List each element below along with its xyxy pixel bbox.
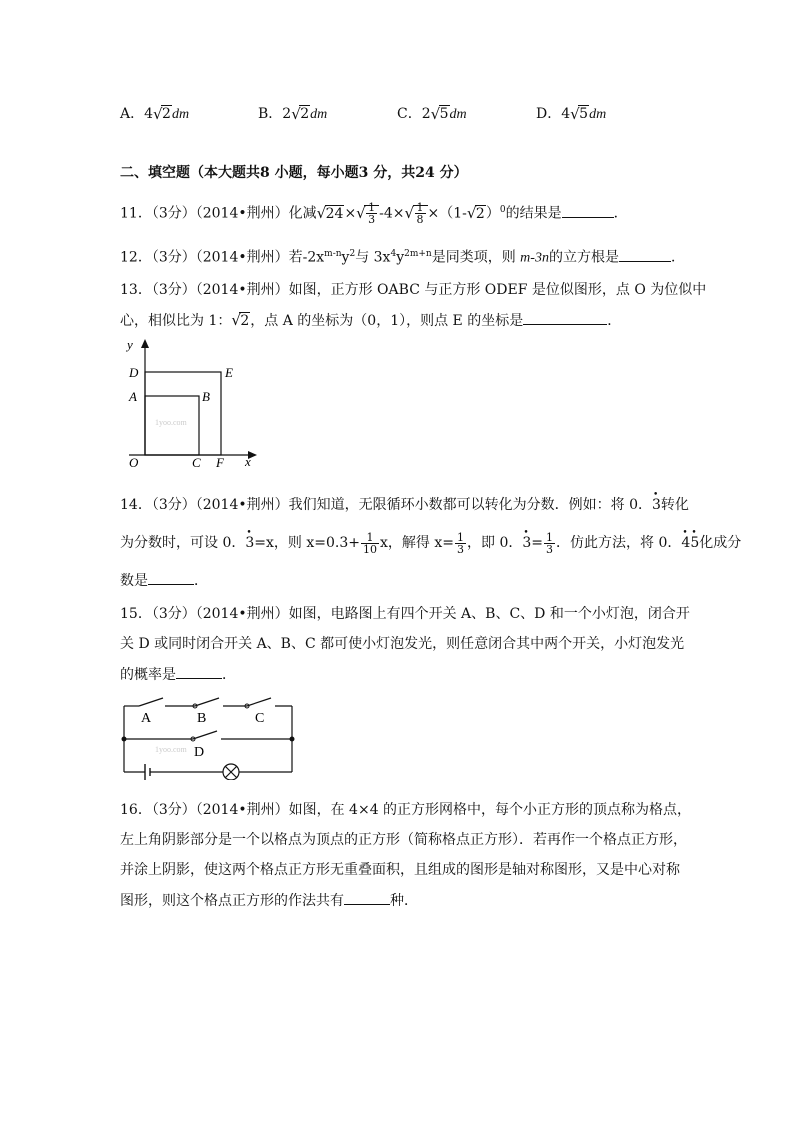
question-16-line1: 16．（3分）（2014•荆州）如图，在 4×4 的正方形网格中，每个小正方形的顶点称为格点， (120, 802, 692, 818)
point-a-label: A (129, 389, 137, 404)
watermark: 1yoo.com (155, 418, 187, 427)
switch-b-label: B (197, 711, 207, 726)
question-16-line3: 并涂上阴影，使这两个格点正方形无重叠面积，且组成的图形是轴对称图形，又是中心对称 (120, 862, 680, 878)
answer-blank (562, 203, 614, 218)
answer-blank (619, 247, 671, 262)
question-13-line1: 13．（3分）（2014•荆州）如图，正方形 OABC 与正方形 ODEF 是位似图形，点 O 为位似中 (120, 282, 707, 298)
q10-option-c: C．2 √ 5dm (397, 105, 467, 123)
question-14-line3: 数是 ． (120, 570, 208, 591)
sqrt: √ 2 (291, 105, 310, 123)
q15-circuit-diagram (115, 692, 300, 780)
y-axis-label: y (127, 337, 133, 352)
point-b-label: B (202, 389, 210, 404)
answer-blank (148, 570, 194, 585)
sqrt: √ 5 (570, 105, 589, 123)
question-15-line1: 15．（3分）（2014•荆州）如图，电路图上有四个开关 A、B、C、D 和一个小灯泡，闭合开 (120, 606, 690, 622)
point-d-label: D (129, 365, 139, 380)
answer-blank (523, 310, 607, 325)
switch-d-label: D (194, 745, 205, 760)
point-c-label: C (192, 455, 201, 470)
origin-label: O (129, 455, 139, 470)
question-15-line2: 关 D 或同时闭合开关 A、B、C 都可使小灯泡发光，则任意闭合其中两个开关，小灯泡发光 (120, 636, 685, 652)
sqrt: √ 2 (153, 105, 171, 123)
switch-c-label: C (255, 711, 265, 726)
q10-option-a: A．4 √ 2dm (120, 105, 190, 123)
point-f-label: F (216, 455, 224, 470)
answer-blank (344, 890, 390, 905)
section-heading: 二、填空题（本大题共8 小题，每小题3 分，共24 分） (120, 165, 468, 181)
question-16-line4: 图形，则这个格点正方形的作法共有 种． (120, 890, 418, 911)
q10-option-d: D．4 √ 5dm (536, 105, 607, 123)
x-axis-label: x (245, 454, 251, 469)
q10-option-b: B．2 √ 2dm (258, 105, 328, 123)
switch-a-label: A (141, 711, 152, 726)
question-12: 12．（3分）（2014•荆州）若$-2x^{m-n}y^2$与 $3x^4y^{2m+n}$是同类项，则 m-3n的立方根是 ． (120, 244, 685, 269)
watermark: 1yoo.com (155, 745, 187, 754)
question-13-line2: 心，相似比为 1： √ 2，点 A 的坐标为（0，1），则点 E 的坐标是 ． (120, 311, 622, 329)
answer-blank (176, 664, 222, 679)
question-14-line1: 14．（3分）（2014•荆州）我们知道，无限循环小数都可以转化为分数．例如：将 0．• 3转化 (120, 495, 689, 515)
question-15-line3: 的概率是 ． (120, 664, 236, 685)
question-16-line2: 左上角阴影部分是一个以格点为顶点的正方形（简称格点正方形）．若再作一个格点正方形， (120, 832, 687, 848)
sqrt: √ 5 (430, 105, 449, 123)
question-11: 11．（3分）（2014•荆州）化减 √ 24× √ $\frac{1}{3}$ -4× √ $\frac{1}{8}$ ×（1- √ 2）$^0$的结果是 ． (120, 201, 628, 227)
q13-coordinate-figure (115, 335, 265, 475)
point-e-label: E (225, 365, 233, 380)
question-14-line2: 为分数时，可设 0．• 3=x，则 x=0.3+ $\frac{1}{10}$ x，解得 x= $\frac{1}{3}$ ，即 0．• 3= $\frac{1}{3}$ ．仿此方法，将 0．• 4• 5化成分 (120, 530, 741, 556)
